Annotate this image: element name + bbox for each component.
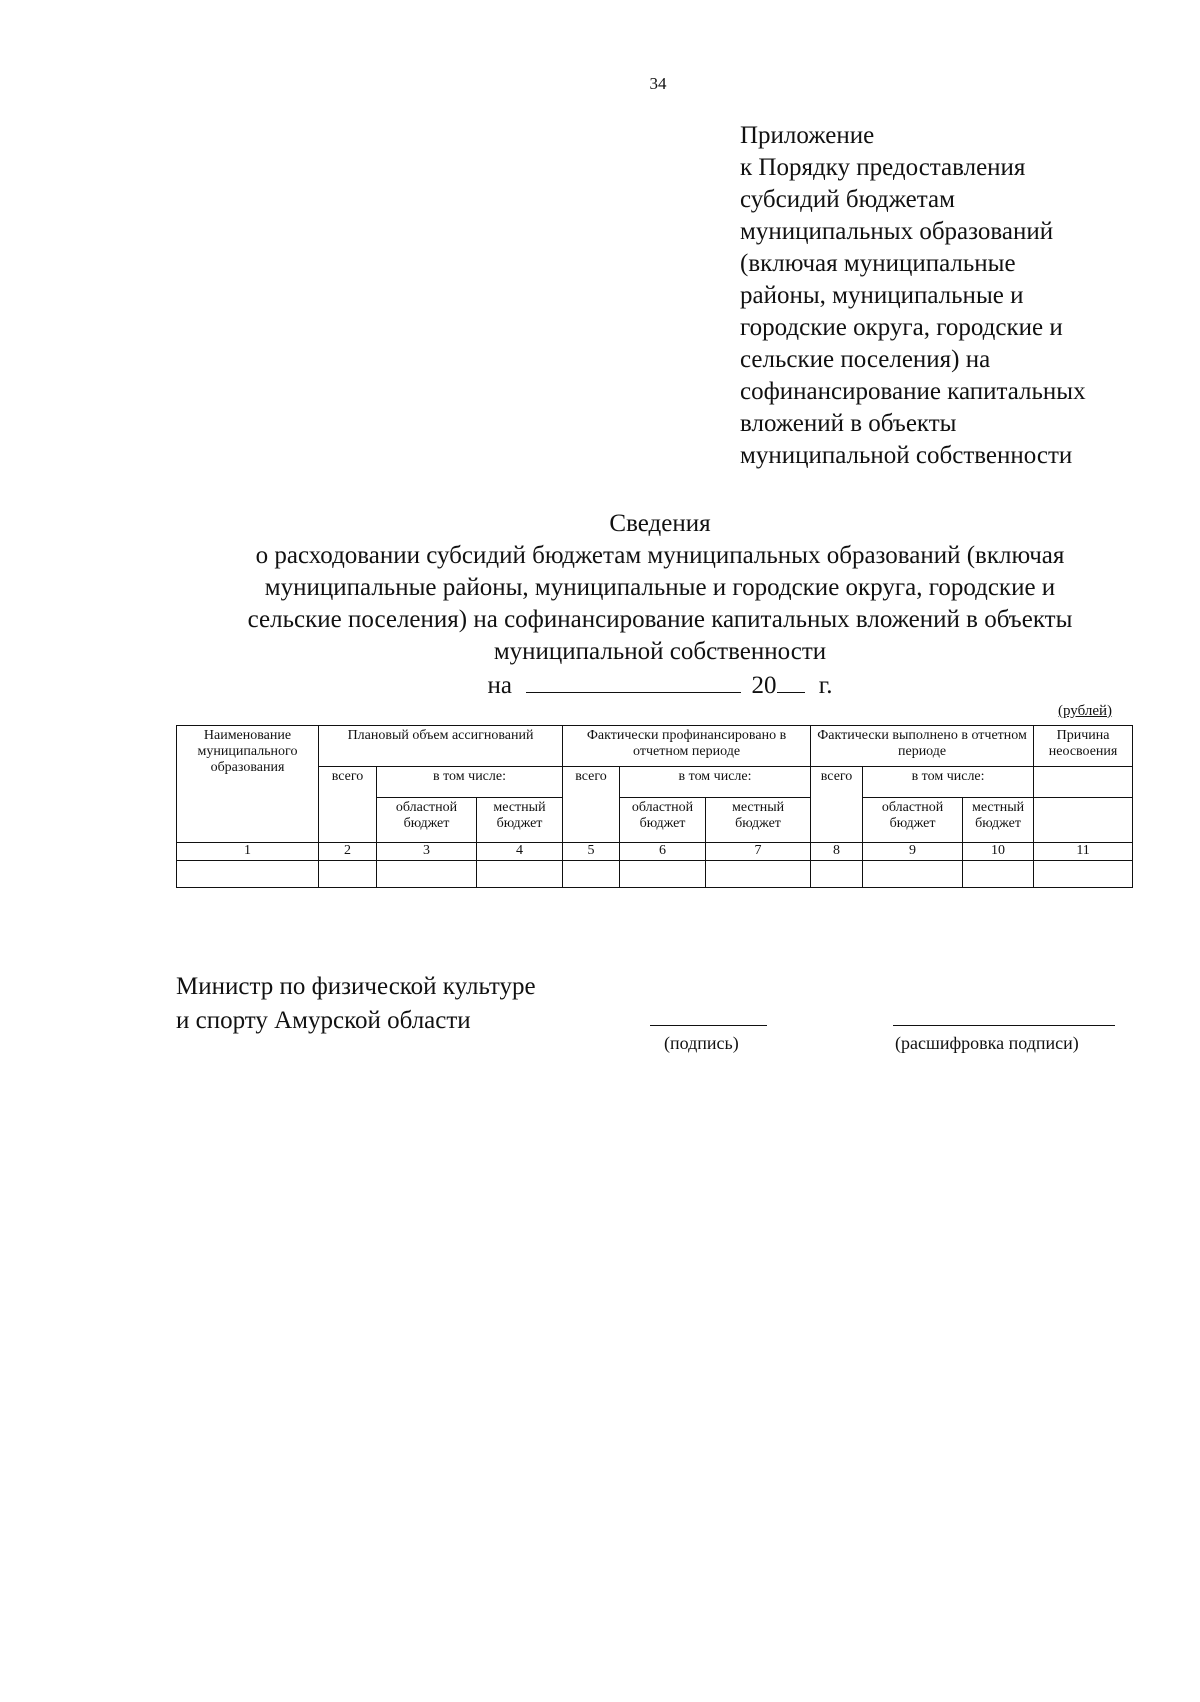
- units-label: (рублей): [1058, 703, 1113, 719]
- table-cell[interactable]: [706, 861, 811, 888]
- date-prefix: на: [487, 672, 513, 699]
- header-municipality-name: Наименование муниципального образования: [177, 726, 319, 843]
- header-financed-including: в том числе:: [620, 767, 811, 798]
- appendix-line: муниципальной собственности: [740, 442, 1073, 469]
- column-number: 1: [177, 843, 319, 861]
- column-number: 6: [620, 843, 706, 861]
- column-number: 2: [319, 843, 377, 861]
- table-cell[interactable]: [477, 861, 563, 888]
- column-number: 10: [963, 843, 1034, 861]
- header-financed-total: всего: [563, 767, 620, 843]
- signer-block: [176, 970, 536, 1038]
- appendix-line: муниципальных образований: [740, 218, 1054, 245]
- header-financed-regional: областной бюджет: [620, 798, 706, 843]
- heading-line: сельские поселения) на софинансирование капитальных вложений в объекты: [247, 606, 1073, 633]
- signature-name-field-line[interactable]: [893, 1025, 1115, 1026]
- column-number: 9: [863, 843, 963, 861]
- signer-position-line: Министр по физической культуре: [176, 973, 536, 1000]
- header-executed-local: местный бюджет: [963, 798, 1034, 843]
- appendix-line: софинансирование капитальных: [740, 378, 1086, 405]
- header-reason-unused: Причина неосвоения: [1034, 726, 1133, 767]
- appendix-line: Приложение: [740, 122, 875, 149]
- column-number: 4: [477, 843, 563, 861]
- report-table: [176, 725, 1133, 888]
- column-number: 5: [563, 843, 620, 861]
- header-actually-executed: Фактически выполнено в отчетном периоде: [811, 726, 1034, 767]
- column-number: 7: [706, 843, 811, 861]
- header-planned-including: в том числе:: [377, 767, 563, 798]
- appendix-block: [740, 120, 1180, 472]
- heading-line: муниципальные районы, муниципальные и городские округа, городские и: [264, 574, 1056, 601]
- signature-caption: (подпись): [664, 1033, 739, 1053]
- column-number: 3: [377, 843, 477, 861]
- table-cell[interactable]: [377, 861, 477, 888]
- appendix-line: районы, муниципальные и: [740, 282, 1024, 309]
- heading-title: Сведения: [609, 510, 711, 537]
- signature-name-caption: (расшифровка подписи): [895, 1033, 1079, 1053]
- appendix-line: к Порядку предоставления: [740, 154, 1026, 181]
- report-date-line: [160, 668, 1160, 702]
- appendix-line: сельские поселения) на: [740, 346, 991, 373]
- header-executed-total: всего: [811, 767, 863, 843]
- date-year-prefix: 20: [751, 672, 777, 699]
- header-planned-total: всего: [319, 767, 377, 843]
- header-executed-including: в том числе:: [863, 767, 1034, 798]
- table-cell[interactable]: [319, 861, 377, 888]
- heading-line: о расходовании субсидий бюджетам муниципальных образований (включая: [255, 542, 1065, 569]
- table-cell[interactable]: [563, 861, 620, 888]
- table-cell[interactable]: [177, 861, 319, 888]
- table-cell[interactable]: [863, 861, 963, 888]
- column-number-row: [177, 843, 1133, 861]
- header-reason-sub-empty: [1034, 767, 1133, 798]
- header-reason-sub-empty: [1034, 798, 1133, 843]
- table-cell[interactable]: [1034, 861, 1133, 888]
- page-number: 34: [649, 74, 667, 93]
- appendix-line: городские округа, городские и: [740, 314, 1063, 341]
- signature-field-line[interactable]: [650, 1025, 767, 1026]
- header-financed-local: местный бюджет: [706, 798, 811, 843]
- header-planned-allocations: Плановый объем ассигнований: [319, 726, 563, 767]
- date-blank-field[interactable]: [526, 668, 741, 693]
- appendix-line: (включая муниципальные: [740, 250, 1016, 277]
- table-row: [177, 861, 1133, 888]
- table-cell[interactable]: [620, 861, 706, 888]
- header-planned-regional: областной бюджет: [377, 798, 477, 843]
- table-cell[interactable]: [963, 861, 1034, 888]
- heading-line: муниципальной собственности: [493, 638, 827, 665]
- appendix-line: субсидий бюджетам: [740, 186, 955, 213]
- signer-position-line: и спорту Амурской области: [176, 1007, 471, 1034]
- appendix-line: вложений в объекты: [740, 410, 957, 437]
- table-cell[interactable]: [811, 861, 863, 888]
- year-blank-field[interactable]: [777, 668, 805, 693]
- column-number: 8: [811, 843, 863, 861]
- header-actually-financed: Фактически профинансировано в отчетном периоде: [563, 726, 811, 767]
- column-number: 11: [1034, 843, 1133, 861]
- date-suffix: г.: [818, 672, 833, 699]
- header-planned-local: местный бюджет: [477, 798, 563, 843]
- header-executed-regional: областной бюджет: [863, 798, 963, 843]
- document-heading: [160, 508, 1160, 702]
